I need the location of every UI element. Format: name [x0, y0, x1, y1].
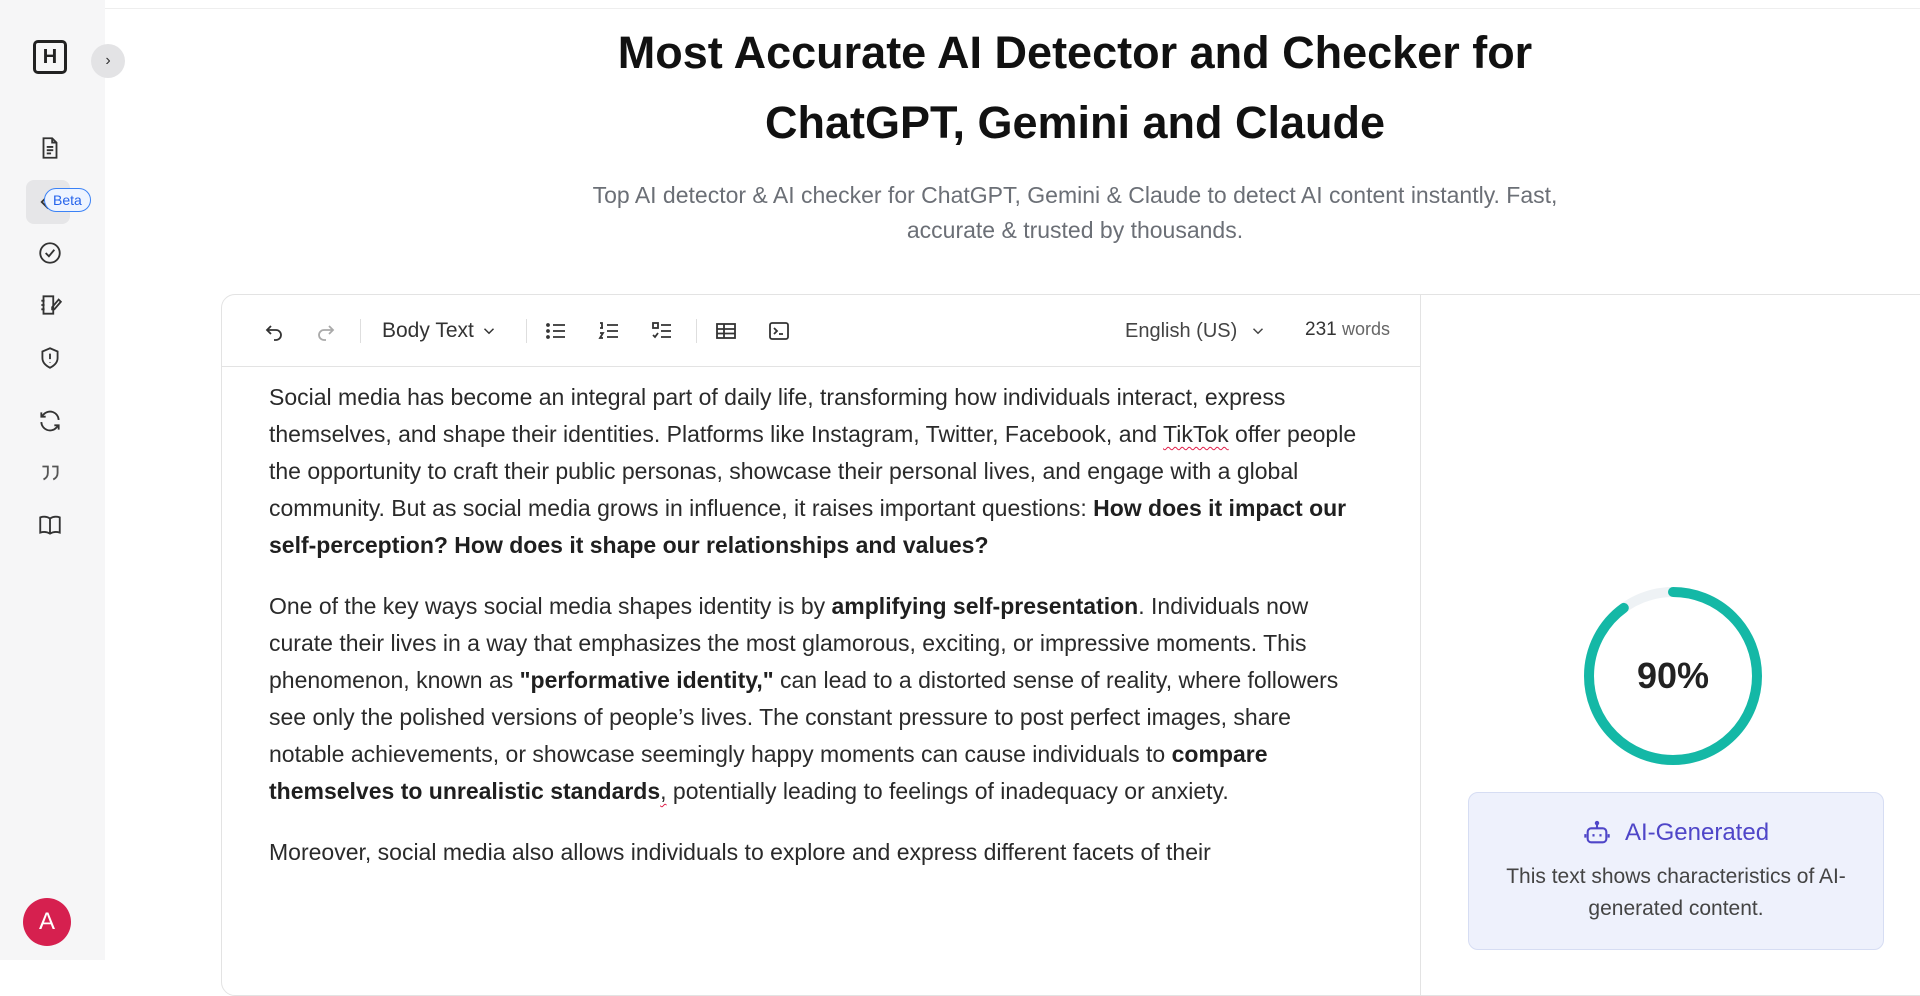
title-line-2: ChatGPT, Gemini and Claude: [764, 97, 1386, 148]
bold-text: How does it impact our self-perception? How does it shape our relationships and values?: [269, 495, 1347, 558]
word-count-label: words: [1341, 319, 1390, 339]
book-icon[interactable]: [35, 510, 65, 540]
result-box: [1468, 792, 1884, 950]
result-label: [1469, 819, 1883, 847]
bold-text: amplifying self-presentation: [831, 593, 1139, 619]
checklist-icon[interactable]: [650, 317, 674, 345]
bold-text: compare themselves to unrealistic standards: [269, 741, 1268, 804]
shield-icon[interactable]: [35, 343, 65, 373]
paragraph: [269, 834, 1369, 871]
sidebar: [0, 0, 105, 960]
edit-notebook-icon[interactable]: [35, 290, 65, 320]
page-title: [400, 18, 1750, 158]
redo-icon[interactable]: [314, 317, 338, 345]
result-label-text: AI-Generated: [1624, 819, 1770, 846]
word-count-value: 231: [1305, 319, 1337, 340]
subtitle-line-2: accurate & trusted by thousands.: [906, 217, 1244, 243]
grammar-error[interactable]: ,: [660, 778, 667, 804]
editor-card: [221, 294, 1920, 996]
robot-icon: [1583, 819, 1611, 847]
text-run: offer people the opportunity to craft their public personas, showcase their personal lives, and engage with a global community. But as social media grows in influence, it raises important questions:: [269, 421, 1357, 521]
text-style-label: Body Text: [382, 319, 474, 342]
bullet-list-icon[interactable]: [544, 317, 568, 345]
bold-text: "performative identity,": [519, 667, 774, 693]
table-icon[interactable]: [714, 317, 738, 345]
undo-icon[interactable]: [262, 317, 286, 345]
paragraph: [269, 588, 1369, 810]
expand-sidebar-button[interactable]: [91, 44, 125, 78]
word-count: [1305, 319, 1390, 341]
paragraph: [269, 379, 1369, 564]
document-icon[interactable]: [35, 133, 65, 163]
text-run: . Individuals now curate their lives in a way that emphasizes the most glamorous, exciting, or impressive moments. This phenomenon, known as: [269, 593, 1309, 693]
language-dropdown[interactable]: [1125, 317, 1267, 345]
text-run: Moreover, social media also allows individuals to explore and express different facets of their: [269, 839, 1211, 865]
text-run: Social media has become an integral part of daily life, transforming how individuals interact, express themselves, and shape their identities. Platforms like Instagram, Twitter, Facebook, and: [269, 384, 1286, 447]
text-editor: [222, 295, 1421, 995]
score-value: 90%: [1636, 655, 1710, 696]
toolbar-divider: [360, 319, 361, 343]
text-run: potentially leading to feelings of inadequacy or anxiety.: [666, 778, 1229, 804]
code-block-icon[interactable]: [767, 317, 791, 345]
check-circle-icon[interactable]: [35, 238, 65, 268]
avatar[interactable]: A: [23, 898, 71, 946]
page-subtitle: [530, 178, 1620, 248]
chevron-down-icon: [1249, 322, 1267, 340]
toolbar-divider: [526, 319, 527, 343]
quote-icon[interactable]: [35, 458, 65, 488]
numbered-list-icon[interactable]: [597, 317, 621, 345]
toolbar-divider: [696, 319, 697, 343]
title-line-1: Most Accurate AI Detector and Checker for: [617, 27, 1533, 78]
text-run: can lead to a distorted sense of reality, where followers see only the polished versions of people’s lives. The constant pressure to post perfect images, share notable achievements, or showcase seemingly happy moments can cause individuals to: [269, 667, 1339, 767]
refresh-icon[interactable]: [35, 406, 65, 436]
spelling-error[interactable]: TikTok: [1163, 421, 1229, 447]
chevron-down-icon: [480, 322, 498, 340]
text-style-dropdown[interactable]: [382, 317, 498, 345]
text-run: One of the key ways social media shapes identity is by: [269, 593, 832, 619]
editor-toolbar: [222, 295, 1420, 367]
top-divider: [105, 0, 1920, 9]
logo[interactable]: H: [33, 40, 67, 74]
chevron-right-icon: ›: [105, 52, 111, 69]
result-description: This text shows characteristics of AI-generated content.: [1506, 865, 1846, 920]
beta-badge: Beta: [44, 188, 91, 212]
editor-content[interactable]: [269, 379, 1369, 895]
subtitle-line-1: Top AI detector & AI checker for ChatGPT, Gemini & Claude to detect AI content instantly. Fast,: [592, 182, 1558, 208]
language-label: English (US): [1125, 319, 1238, 342]
